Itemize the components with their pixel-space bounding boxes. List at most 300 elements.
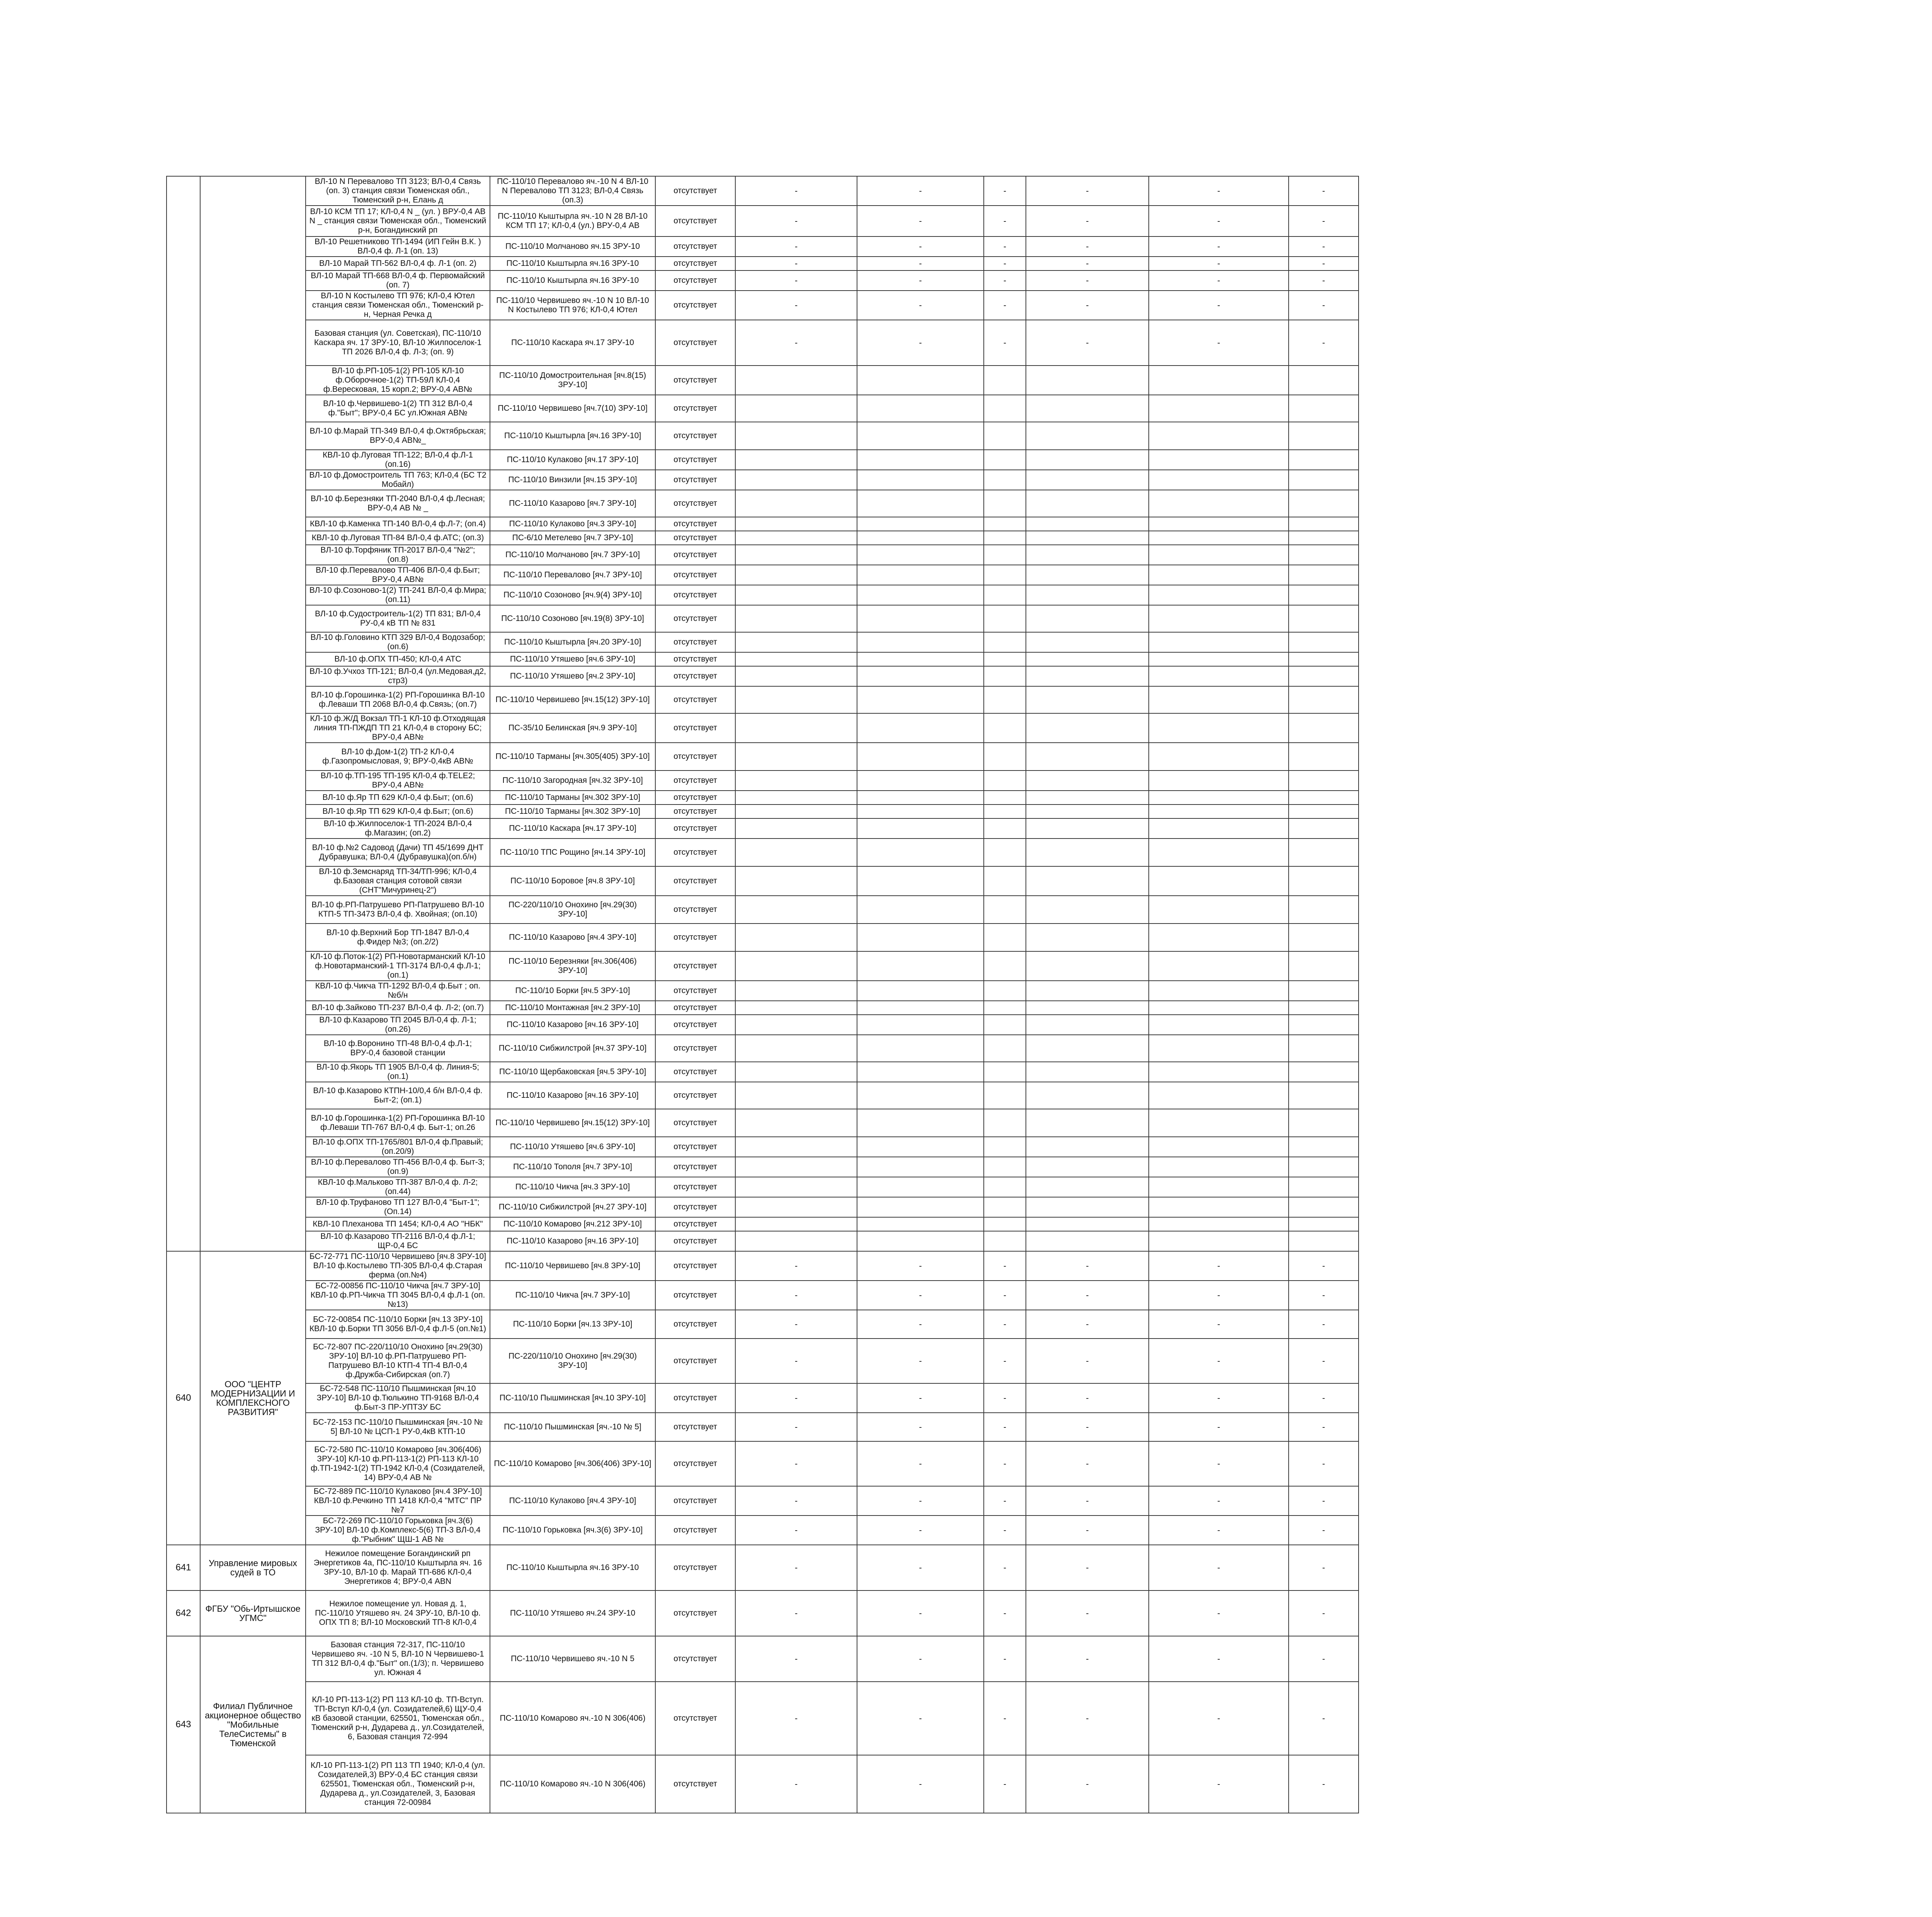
empty-cell bbox=[1359, 236, 1823, 257]
empty-cell bbox=[1359, 1383, 1823, 1413]
value-cell: - bbox=[1289, 1486, 1359, 1516]
status-cell: отсутствует bbox=[655, 1015, 735, 1035]
source-cell: ПС-110/10 Пышминская [яч.10 ЗРУ-10] bbox=[490, 1383, 655, 1413]
value-cell bbox=[735, 632, 857, 652]
value-cell bbox=[857, 666, 984, 686]
table-row bbox=[167, 1062, 1823, 1082]
value-cell: - bbox=[735, 176, 857, 206]
table-row bbox=[167, 1231, 1823, 1251]
empty-cell bbox=[1359, 1486, 1823, 1516]
value-cell bbox=[1149, 743, 1289, 771]
value-cell bbox=[984, 1109, 1026, 1137]
record-number: 641 bbox=[167, 1545, 200, 1590]
value-cell bbox=[857, 805, 984, 818]
value-cell: - bbox=[857, 1545, 984, 1590]
value-cell: - bbox=[984, 206, 1026, 236]
source-cell: ПС-110/10 Червишево [яч.8 ЗРУ-10] bbox=[490, 1251, 655, 1281]
object-cell: БС-72-269 ПС-110/10 Горьковка [яч.3(6) ЗРУ-10] ВЛ-10 ф.Комплекс-5(6) ТП-3 ВЛ-0,4 ф."Рыбник" ЩШ-1 АВ № bbox=[306, 1516, 490, 1545]
value-cell bbox=[1149, 805, 1289, 818]
value-cell: - bbox=[857, 1413, 984, 1441]
value-cell bbox=[984, 565, 1026, 585]
value-cell bbox=[1149, 605, 1289, 632]
value-cell bbox=[984, 531, 1026, 545]
object-cell: ВЛ-10 ф.ОПХ ТП-450; КЛ-0,4 АТС bbox=[306, 652, 490, 666]
table-row bbox=[167, 605, 1823, 632]
empty-cell bbox=[1359, 1545, 1823, 1590]
source-cell: ПС-110/10 ТПС Рощино [яч.14 ЗРУ-10] bbox=[490, 839, 655, 866]
value-cell bbox=[1026, 1001, 1149, 1015]
value-cell bbox=[984, 1015, 1026, 1035]
table-row bbox=[167, 1035, 1823, 1062]
table-row bbox=[167, 1015, 1823, 1035]
table-row bbox=[167, 1310, 1823, 1339]
record-number: 642 bbox=[167, 1590, 200, 1636]
value-cell bbox=[984, 951, 1026, 981]
value-cell bbox=[857, 395, 984, 422]
table-row bbox=[167, 713, 1823, 743]
value-cell bbox=[1289, 839, 1359, 866]
table-row bbox=[167, 531, 1823, 545]
value-cell: - bbox=[1289, 270, 1359, 291]
object-cell: ВЛ-10 ф.Марай ТП-349 ВЛ-0,4 ф.Октябрьская; ВРУ-0,4 АВ№_ bbox=[306, 422, 490, 450]
source-cell: ПС-110/10 Червишево [яч.7(10) ЗРУ-10] bbox=[490, 395, 655, 422]
value-cell bbox=[735, 1062, 857, 1082]
value-cell: - bbox=[1026, 1383, 1149, 1413]
value-cell: - bbox=[1026, 320, 1149, 366]
value-cell bbox=[1026, 450, 1149, 470]
empty-cell bbox=[1359, 686, 1823, 713]
value-cell bbox=[1026, 1177, 1149, 1197]
value-cell: - bbox=[735, 236, 857, 257]
source-cell: ПС-110/10 Кыштырла [яч.16 ЗРУ-10] bbox=[490, 422, 655, 450]
value-cell bbox=[857, 1137, 984, 1157]
value-cell: - bbox=[857, 1486, 984, 1516]
value-cell: - bbox=[857, 176, 984, 206]
value-cell: - bbox=[984, 1441, 1026, 1486]
empty-cell bbox=[1359, 605, 1823, 632]
status-cell: отсутствует bbox=[655, 791, 735, 805]
value-cell bbox=[1026, 791, 1149, 805]
source-cell: ПС-110/10 Перевалово яч.-10 N 4 ВЛ-10 N Перевалово ТП 3123; ВЛ-0,4 Связь (оп.3) bbox=[490, 176, 655, 206]
value-cell bbox=[1026, 839, 1149, 866]
table-row bbox=[167, 791, 1823, 805]
value-cell bbox=[1149, 924, 1289, 951]
value-cell: - bbox=[735, 291, 857, 320]
value-cell: - bbox=[984, 1755, 1026, 1813]
value-cell: - bbox=[1289, 176, 1359, 206]
status-cell: отсутствует bbox=[655, 270, 735, 291]
table-row bbox=[167, 1137, 1823, 1157]
value-cell: - bbox=[1149, 1281, 1289, 1310]
value-cell bbox=[1149, 1197, 1289, 1217]
value-cell bbox=[857, 1082, 984, 1109]
value-cell: - bbox=[735, 320, 857, 366]
value-cell: - bbox=[984, 1486, 1026, 1516]
value-cell bbox=[984, 422, 1026, 450]
empty-cell bbox=[1359, 713, 1823, 743]
source-cell: ПС-110/10 Тарманы [яч.305(405) ЗРУ-10] bbox=[490, 743, 655, 771]
source-cell: ПС-110/10 Домостроительная [яч.8(15) ЗРУ-10] bbox=[490, 366, 655, 395]
value-cell bbox=[1149, 1177, 1289, 1197]
status-cell: отсутствует bbox=[655, 257, 735, 270]
source-cell: ПС-110/10 Казарово [яч.16 ЗРУ-10] bbox=[490, 1231, 655, 1251]
table-row bbox=[167, 1339, 1823, 1383]
source-cell: ПС-110/10 Утяшево [яч.6 ЗРУ-10] bbox=[490, 652, 655, 666]
value-cell bbox=[735, 450, 857, 470]
value-cell: - bbox=[1149, 236, 1289, 257]
value-cell bbox=[984, 366, 1026, 395]
status-cell: отсутствует bbox=[655, 951, 735, 981]
organization-name: Филиал Публичное акционерное общество "Мобильные ТелеСистемы" в Тюменской bbox=[200, 1636, 306, 1813]
value-cell bbox=[1289, 1197, 1359, 1217]
status-cell: отсутствует bbox=[655, 366, 735, 395]
value-cell: - bbox=[984, 1251, 1026, 1281]
value-cell bbox=[857, 470, 984, 490]
status-cell: отсутствует bbox=[655, 652, 735, 666]
table-row bbox=[167, 206, 1823, 236]
value-cell bbox=[1026, 531, 1149, 545]
source-cell: ПС-110/10 Комарово яч.-10 N 306(406) bbox=[490, 1682, 655, 1755]
value-cell: - bbox=[1289, 1636, 1359, 1682]
empty-cell bbox=[1359, 1281, 1823, 1310]
object-cell: ВЛ-10 ф.ТП-195 ТП-195 КЛ-0,4 ф.TELE2; ВРУ-0,4 АВ№ bbox=[306, 771, 490, 791]
value-cell: - bbox=[984, 1281, 1026, 1310]
status-cell: отсутствует bbox=[655, 1339, 735, 1383]
object-cell: ВЛ-10 ф.Зайково ТП-237 ВЛ-0,4 ф. Л-2; (оп.7) bbox=[306, 1001, 490, 1015]
empty-cell bbox=[1359, 1137, 1823, 1157]
value-cell bbox=[1149, 1001, 1289, 1015]
empty-cell bbox=[1359, 1413, 1823, 1441]
value-cell bbox=[1026, 422, 1149, 450]
value-cell bbox=[1289, 924, 1359, 951]
table-row bbox=[167, 320, 1823, 366]
value-cell bbox=[1289, 470, 1359, 490]
value-cell bbox=[1149, 395, 1289, 422]
table-row bbox=[167, 632, 1823, 652]
value-cell bbox=[1149, 791, 1289, 805]
empty-cell bbox=[1359, 1755, 1823, 1813]
table-row bbox=[167, 951, 1823, 981]
value-cell bbox=[1289, 531, 1359, 545]
value-cell bbox=[1149, 686, 1289, 713]
value-cell bbox=[1289, 1137, 1359, 1157]
value-cell bbox=[735, 1177, 857, 1197]
table-row bbox=[167, 686, 1823, 713]
value-cell: - bbox=[1149, 1590, 1289, 1636]
source-cell: ПС-110/10 Березняки [яч.306(406) ЗРУ-10] bbox=[490, 951, 655, 981]
value-cell bbox=[1289, 743, 1359, 771]
empty-cell bbox=[1359, 206, 1823, 236]
value-cell bbox=[1289, 1177, 1359, 1197]
source-cell: ПС-110/10 Винзили [яч.15 ЗРУ-10] bbox=[490, 470, 655, 490]
empty-cell bbox=[1359, 422, 1823, 450]
value-cell bbox=[1026, 805, 1149, 818]
table-row bbox=[167, 1486, 1823, 1516]
table-row bbox=[167, 1755, 1823, 1813]
object-cell: ВЛ-10 КСМ ТП 17; КЛ-0,4 N _ (ул. ) ВРУ-0,4 АВ N _ станция связи Тюменская обл., Тюменский р-н, Богандинский рп bbox=[306, 206, 490, 236]
status-cell: отсутствует bbox=[655, 1231, 735, 1251]
empty-cell bbox=[1359, 1157, 1823, 1177]
value-cell bbox=[857, 1109, 984, 1137]
value-cell: - bbox=[1149, 1755, 1289, 1813]
status-cell: отсутствует bbox=[655, 1035, 735, 1062]
object-cell: ВЛ-10 ф.Верхний Бор ТП-1847 ВЛ-0,4 ф.Фидер №3; (оп.2/2) bbox=[306, 924, 490, 951]
value-cell: - bbox=[1149, 320, 1289, 366]
value-cell: - bbox=[1026, 236, 1149, 257]
table-row bbox=[167, 545, 1823, 565]
value-cell bbox=[1149, 490, 1289, 517]
value-cell: - bbox=[1149, 257, 1289, 270]
empty-cell bbox=[1359, 1636, 1823, 1682]
empty-cell bbox=[1359, 1251, 1823, 1281]
value-cell: - bbox=[1026, 1682, 1149, 1755]
table-row bbox=[167, 1001, 1823, 1015]
object-cell: ВЛ-10 N Костылево ТП 976; КЛ-0,4 Ютел станция связи Тюменская обл., Тюменский р-н, Черная Речка д bbox=[306, 291, 490, 320]
value-cell bbox=[984, 1082, 1026, 1109]
object-cell: БС-72-807 ПС-220/110/10 Онохино [яч.29(30) ЗРУ-10] ВЛ-10 ф.РП-Патрушево РП-Патрушево ВЛ-10 КТП-4 ТП-4 ВЛ-0,4 ф.Дружба-Сибирская (оп.7) bbox=[306, 1339, 490, 1383]
object-cell: Нежилое помещение ул. Новая д. 1, ПС-110/10 Утяшево яч. 24 ЗРУ-10, ВЛ-10 ф. ОПХ ТП 8; ВЛ-10 Московский ТП-8 КЛ-0,4 bbox=[306, 1590, 490, 1636]
data-table bbox=[166, 176, 1823, 1813]
value-cell bbox=[1149, 839, 1289, 866]
value-cell bbox=[984, 1062, 1026, 1082]
source-cell: ПС-110/10 Казарово [яч.16 ЗРУ-10] bbox=[490, 1082, 655, 1109]
empty-cell bbox=[1359, 666, 1823, 686]
value-cell bbox=[1289, 1109, 1359, 1137]
value-cell bbox=[735, 1217, 857, 1231]
value-cell bbox=[857, 1015, 984, 1035]
value-cell: - bbox=[857, 320, 984, 366]
value-cell: - bbox=[1149, 176, 1289, 206]
value-cell: - bbox=[984, 1383, 1026, 1413]
object-cell: ВЛ-10 ф.Воронино ТП-48 ВЛ-0,4 ф.Л-1; ВРУ-0,4 базовой станции bbox=[306, 1035, 490, 1062]
status-cell: отсутствует bbox=[655, 866, 735, 896]
empty-cell bbox=[1359, 1516, 1823, 1545]
value-cell bbox=[857, 545, 984, 565]
value-cell bbox=[857, 1217, 984, 1231]
status-cell: отсутствует bbox=[655, 896, 735, 924]
source-cell: ПС-110/10 Казарово [яч.4 ЗРУ-10] bbox=[490, 924, 655, 951]
value-cell bbox=[1289, 1062, 1359, 1082]
object-cell: ВЛ-10 ф.Казарово КТПН-10/0,4 б/н ВЛ-0,4 ф. Быт-2; (оп.1) bbox=[306, 1082, 490, 1109]
value-cell bbox=[1149, 1157, 1289, 1177]
value-cell bbox=[735, 743, 857, 771]
empty-cell bbox=[1359, 839, 1823, 866]
object-cell: БС-72-580 ПС-110/10 Комарово [яч.306(406) ЗРУ-10] КЛ-10 ф.РП-113-1(2) РП-113 КЛ-10 ф.ТП-1942-1(2) ТП-1942 КЛ-0,4 (Созидателей, 14) ВРУ-0,4 АВ № bbox=[306, 1441, 490, 1486]
value-cell: - bbox=[1026, 1590, 1149, 1636]
value-cell bbox=[984, 490, 1026, 517]
value-cell bbox=[1149, 531, 1289, 545]
value-cell: - bbox=[1289, 1545, 1359, 1590]
value-cell: - bbox=[1149, 1339, 1289, 1383]
value-cell: - bbox=[735, 1516, 857, 1545]
object-cell: ВЛ-10 ф.РП-Патрушево РП-Патрушево ВЛ-10 КТП-5 ТП-3473 ВЛ-0,4 ф. Хвойная; (оп.10) bbox=[306, 896, 490, 924]
value-cell bbox=[1289, 1001, 1359, 1015]
table-row bbox=[167, 866, 1823, 896]
object-cell: ВЛ-10 ф.Созоново-1(2) ТП-241 ВЛ-0,4 ф.Мира; (оп.11) bbox=[306, 585, 490, 605]
source-cell: ПС-110/10 Кыштырла [яч.20 ЗРУ-10] bbox=[490, 632, 655, 652]
value-cell bbox=[857, 517, 984, 531]
source-cell: ПС-110/10 Червишево [яч.15(12) ЗРУ-10] bbox=[490, 686, 655, 713]
status-cell: отсутствует bbox=[655, 291, 735, 320]
value-cell bbox=[735, 1035, 857, 1062]
empty-cell bbox=[1359, 320, 1823, 366]
empty-cell bbox=[1359, 1109, 1823, 1137]
value-cell bbox=[735, 924, 857, 951]
table-row bbox=[167, 818, 1823, 839]
value-cell bbox=[984, 1035, 1026, 1062]
object-cell: КЛ-10 РП-113-1(2) РП 113 ТП 1940; КЛ-0,4 (ул. Созидателей,3) ВРУ-0,4 БС станция связи 625501, Тюменская обл., Тюменский р-н, Дударева д., ул.Созидателей, 3, Базовая станция 72-00984 bbox=[306, 1755, 490, 1813]
value-cell: - bbox=[1026, 1441, 1149, 1486]
source-cell: ПС-110/10 Кыштырла яч.-10 N 28 ВЛ-10 КСМ ТП 17; КЛ-0,4 (ул.) ВРУ-0,4 АВ bbox=[490, 206, 655, 236]
value-cell bbox=[857, 422, 984, 450]
empty-cell bbox=[1359, 1217, 1823, 1231]
table-row bbox=[167, 1177, 1823, 1197]
object-cell: БС-72-889 ПС-110/10 Кулаково [яч.4 ЗРУ-10] КВЛ-10 ф.Речкино ТП 1418 КЛ-0,4 "МТС" ПР №7 bbox=[306, 1486, 490, 1516]
empty-cell bbox=[1359, 176, 1823, 206]
object-cell: БС-72-771 ПС-110/10 Червишево [яч.8 ЗРУ-10] ВЛ-10 ф.Костылево ТП-305 ВЛ-0,4 ф.Старая ферма (оп.№4) bbox=[306, 1251, 490, 1281]
value-cell: - bbox=[1289, 1413, 1359, 1441]
value-cell bbox=[984, 395, 1026, 422]
value-cell bbox=[857, 818, 984, 839]
source-cell: ПС-110/10 Утяшево [яч.2 ЗРУ-10] bbox=[490, 666, 655, 686]
table-row bbox=[167, 839, 1823, 866]
value-cell bbox=[1289, 450, 1359, 470]
value-cell bbox=[1289, 805, 1359, 818]
value-cell bbox=[984, 517, 1026, 531]
value-cell bbox=[857, 924, 984, 951]
value-cell bbox=[1026, 1109, 1149, 1137]
value-cell: - bbox=[1289, 320, 1359, 366]
value-cell bbox=[735, 951, 857, 981]
status-cell: отсутствует bbox=[655, 1001, 735, 1015]
value-cell bbox=[857, 743, 984, 771]
value-cell bbox=[1289, 896, 1359, 924]
empty-cell bbox=[1359, 1177, 1823, 1197]
value-cell: - bbox=[1026, 1755, 1149, 1813]
value-cell bbox=[1149, 713, 1289, 743]
value-cell bbox=[1026, 924, 1149, 951]
value-cell bbox=[984, 805, 1026, 818]
source-cell: ПС-110/10 Загородная [яч.32 ЗРУ-10] bbox=[490, 771, 655, 791]
status-cell: отсутствует bbox=[655, 236, 735, 257]
value-cell bbox=[1149, 652, 1289, 666]
source-cell: ПС-110/10 Борки [яч.13 ЗРУ-10] bbox=[490, 1310, 655, 1339]
value-cell: - bbox=[984, 1339, 1026, 1383]
value-cell: - bbox=[1149, 206, 1289, 236]
status-cell: отсутствует bbox=[655, 1310, 735, 1339]
value-cell bbox=[1149, 565, 1289, 585]
status-cell: отсутствует bbox=[655, 490, 735, 517]
value-cell: - bbox=[984, 1310, 1026, 1339]
value-cell bbox=[1026, 686, 1149, 713]
value-cell: - bbox=[984, 320, 1026, 366]
value-cell bbox=[857, 585, 984, 605]
value-cell: - bbox=[1026, 1310, 1149, 1339]
value-cell: - bbox=[857, 1682, 984, 1755]
source-cell: ПС-110/10 Тарманы [яч.302 ЗРУ-10] bbox=[490, 791, 655, 805]
empty-cell bbox=[1359, 866, 1823, 896]
value-cell bbox=[1026, 395, 1149, 422]
value-cell bbox=[984, 686, 1026, 713]
object-cell: БС-72-00854 ПС-110/10 Борки [яч.13 ЗРУ-10] КВЛ-10 ф.Борки ТП 3056 ВЛ-0,4 ф.Л-5 (оп.№1) bbox=[306, 1310, 490, 1339]
status-cell: отсутствует bbox=[655, 666, 735, 686]
value-cell: - bbox=[1289, 206, 1359, 236]
value-cell bbox=[1026, 1137, 1149, 1157]
value-cell bbox=[857, 605, 984, 632]
value-cell bbox=[735, 1015, 857, 1035]
object-cell: ВЛ-10 ф.ОПХ ТП-1765/801 ВЛ-0,4 ф.Правый; (оп.20/9) bbox=[306, 1137, 490, 1157]
value-cell bbox=[1289, 951, 1359, 981]
object-cell: ВЛ-10 ф.Жилпоселок-1 ТП-2024 ВЛ-0,4 ф.Магазин; (оп.2) bbox=[306, 818, 490, 839]
value-cell: - bbox=[1149, 270, 1289, 291]
object-cell: ВЛ-10 ф.Судостроитель-1(2) ТП 831; ВЛ-0,4 РУ-0,4 кВ ТП № 831 bbox=[306, 605, 490, 632]
value-cell bbox=[857, 791, 984, 805]
value-cell bbox=[857, 565, 984, 585]
empty-cell bbox=[1359, 1035, 1823, 1062]
object-cell: КВЛ-10 ф.Луговая ТП-122; ВЛ-0,4 ф.Л-1 (оп.16) bbox=[306, 450, 490, 470]
object-cell: ВЛ-10 ф.Червишево-1(2) ТП 312 ВЛ-0,4 ф."Быт"; ВРУ-0,4 БС ул.Южная АВ№ bbox=[306, 395, 490, 422]
status-cell: отсутствует bbox=[655, 517, 735, 531]
value-cell bbox=[857, 1197, 984, 1217]
table-row bbox=[167, 1157, 1823, 1177]
value-cell: - bbox=[984, 1636, 1026, 1682]
value-cell bbox=[1026, 1197, 1149, 1217]
value-cell bbox=[735, 585, 857, 605]
value-cell bbox=[984, 771, 1026, 791]
value-cell: - bbox=[857, 206, 984, 236]
value-cell bbox=[1289, 545, 1359, 565]
value-cell bbox=[735, 565, 857, 585]
table-row bbox=[167, 1636, 1823, 1682]
value-cell bbox=[1149, 866, 1289, 896]
object-cell: ВЛ-10 ф.Перевалово ТП-456 ВЛ-0,4 ф. Быт-3; (оп.9) bbox=[306, 1157, 490, 1177]
value-cell: - bbox=[1149, 1682, 1289, 1755]
value-cell bbox=[1149, 1082, 1289, 1109]
value-cell bbox=[735, 866, 857, 896]
value-cell bbox=[1149, 1062, 1289, 1082]
value-cell: - bbox=[984, 291, 1026, 320]
table-row bbox=[167, 585, 1823, 605]
value-cell bbox=[1289, 981, 1359, 1001]
table-row bbox=[167, 257, 1823, 270]
value-cell bbox=[984, 652, 1026, 666]
value-cell: - bbox=[984, 270, 1026, 291]
object-cell: ВЛ-10 ф.Головино КТП 329 ВЛ-0,4 Водозабор; (оп.6) bbox=[306, 632, 490, 652]
status-cell: отсутствует bbox=[655, 1516, 735, 1545]
object-cell: КВЛ-10 ф.Луговая ТП-84 ВЛ-0,4 ф.АТС; (оп.3) bbox=[306, 531, 490, 545]
status-cell: отсутствует bbox=[655, 1137, 735, 1157]
value-cell: - bbox=[1026, 176, 1149, 206]
object-cell: КВЛ-10 ф.Чикча ТП-1292 ВЛ-0,4 ф.Быт ; оп.№б/н bbox=[306, 981, 490, 1001]
table-row bbox=[167, 1413, 1823, 1441]
record-number: 640 bbox=[167, 1251, 200, 1545]
empty-cell bbox=[1359, 450, 1823, 470]
value-cell: - bbox=[1289, 1755, 1359, 1813]
value-cell: - bbox=[1289, 257, 1359, 270]
table-row bbox=[167, 652, 1823, 666]
organization-name: ФГБУ "Обь-Иртышское УГМС" bbox=[200, 1590, 306, 1636]
value-cell bbox=[984, 1231, 1026, 1251]
value-cell: - bbox=[735, 1590, 857, 1636]
value-cell bbox=[735, 1231, 857, 1251]
table-row bbox=[167, 743, 1823, 771]
value-cell bbox=[1289, 632, 1359, 652]
table-row bbox=[167, 896, 1823, 924]
status-cell: отсутствует bbox=[655, 1281, 735, 1310]
value-cell bbox=[857, 1001, 984, 1015]
source-cell: ПС-110/10 Пышминская [яч.-10 № 5] bbox=[490, 1413, 655, 1441]
table-row bbox=[167, 236, 1823, 257]
